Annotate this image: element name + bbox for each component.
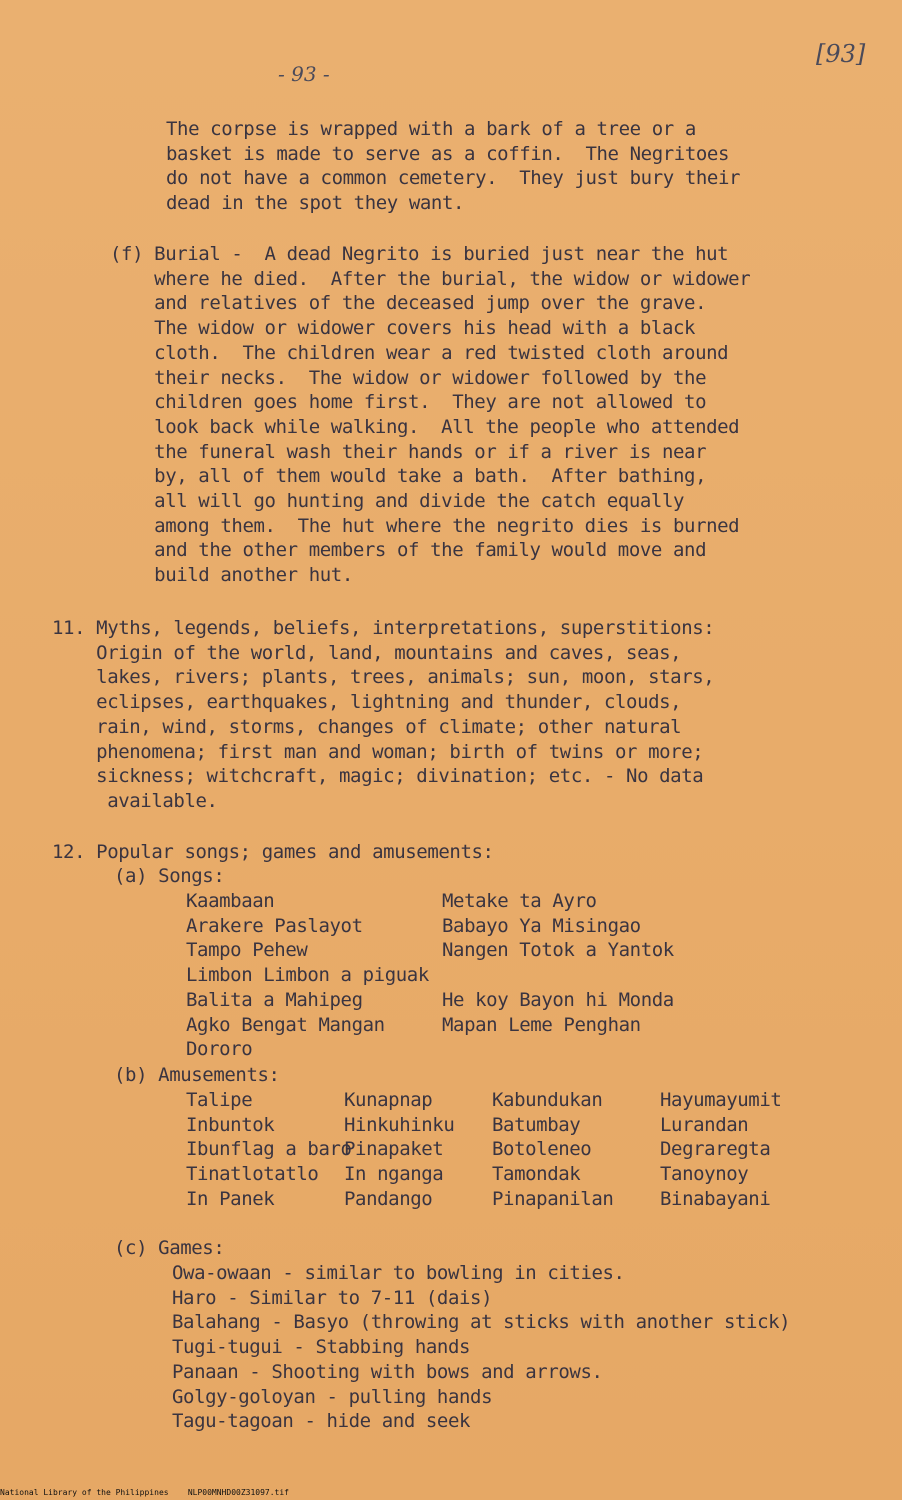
page-number: - 93 -	[278, 62, 330, 86]
amusements-row	[186, 1088, 781, 1113]
burial-paragraph	[110, 242, 750, 588]
amusement: Kunapnap	[344, 1089, 433, 1111]
amusement: Hayumayumit	[660, 1089, 782, 1111]
songs-row	[186, 1013, 674, 1038]
text-line: phenomena; first man and woman; birth of twins or more;	[52, 740, 704, 763]
game-item: Owa-owaan - similar to bowling in cities.	[172, 1262, 625, 1284]
amusements-table	[186, 1088, 781, 1212]
amusement: Lurandan	[660, 1113, 749, 1136]
text-line: look back while walking. All the people who attended	[110, 415, 740, 438]
song-title: Tampo Pehew	[186, 939, 308, 962]
amusement: Pinapanilan	[492, 1187, 614, 1210]
text-line: where he died. After the burial, the widow or widower	[110, 267, 751, 290]
games-label: (c) Games:	[114, 1237, 225, 1259]
songs-row	[186, 1037, 674, 1062]
text-line: the funeral wash their hands or if a river is near	[110, 440, 707, 463]
songs-row	[186, 938, 674, 963]
songs-list	[186, 889, 674, 1062]
song-title: Dororo	[186, 1038, 253, 1061]
text-line: their necks. The widow or widower followed by the	[110, 366, 707, 389]
amusement: Pinapaket	[344, 1138, 444, 1161]
amusements-row	[186, 1113, 781, 1138]
amusement: Hinkuhinku	[344, 1113, 455, 1136]
text-line: do not have a common cemetery. They just bury their	[166, 167, 741, 190]
games-list	[172, 1261, 790, 1434]
amusements-label: (b) Amusements:	[114, 1064, 280, 1086]
text-line: cloth. The children wear a red twisted cloth around	[110, 341, 729, 364]
songs-row	[186, 963, 674, 988]
song-title: Arakere Paslayot	[186, 914, 363, 937]
text-line: available.	[52, 789, 218, 812]
songs-row	[186, 914, 674, 939]
songs-row	[186, 988, 674, 1013]
amusement: Talipe	[186, 1089, 253, 1111]
songs-row	[186, 889, 674, 914]
intro-paragraph	[166, 117, 740, 216]
amusements-row	[186, 1162, 781, 1187]
game-item: Balahang - Basyo (throwing at sticks with another stick)	[172, 1311, 791, 1334]
text-line: lakes, rivers; plants, trees, animals; sun, moon, stars,	[52, 666, 715, 689]
amusement: Inbuntok	[186, 1113, 275, 1136]
archive-footer: National Library of the Philippines NLP00MNHD00Z31097.tif	[0, 1488, 289, 1497]
text-line: build another hut.	[110, 564, 353, 587]
text-line: basket is made to serve as a coffin. The Negritoes	[166, 142, 729, 165]
amusement: Tamondak	[492, 1163, 581, 1186]
text-line: eclipses, earthquakes, lightning and thunder, clouds,	[52, 691, 682, 714]
text-line: The widow or widower covers his head with a black	[110, 317, 696, 340]
amusement: In nganga	[344, 1163, 444, 1186]
amusement: Tanoynoy	[660, 1163, 749, 1186]
text-line: rain, wind, storms, changes of climate; other natural	[52, 715, 682, 738]
text-line: Origin of the world, land, mountains and caves, seas,	[52, 641, 682, 664]
text-line: by, all of them would take a bath. After bathing,	[110, 465, 707, 488]
amusement: Tinatlotatlo	[186, 1163, 319, 1186]
text-line: (f) Burial - A dead Negrito is buried just near the hut	[110, 243, 729, 265]
song-title: Nangen Totok a Yantok	[442, 939, 674, 962]
song-title: Babayo Ya Misingao	[442, 914, 641, 937]
game-item: Tagu-tagoan - hide and seek	[172, 1410, 471, 1433]
song-title: Kaambaan	[186, 890, 275, 912]
amusement: Binabayani	[660, 1187, 771, 1210]
text-line: sickness; witchcraft, magic; divination; etc. - No data	[52, 765, 704, 788]
song-title: Agko Bengat Mangan	[186, 1013, 385, 1036]
text-line: The corpse is wrapped with a bark of a tree or a	[166, 118, 696, 140]
text-line: and the other members of the family would move and	[110, 539, 707, 562]
text-line: dead in the spot they want.	[166, 192, 465, 215]
game-item: Haro - Similar to 7-11 (dais)	[172, 1286, 493, 1309]
amusement: Botoleneo	[492, 1138, 592, 1161]
song-title: Metake ta Ayro	[442, 890, 597, 912]
text-line: and relatives of the deceased jump over the grave.	[110, 292, 707, 315]
text-line: all will go hunting and divide the catch equally	[110, 490, 685, 513]
page-stamp: [93]	[816, 40, 866, 68]
song-title: Mapan Leme Penghan	[442, 1013, 641, 1036]
game-item: Tugi-tugui - Stabbing hands	[172, 1336, 471, 1359]
amusement: In Panek	[186, 1187, 275, 1210]
amusements-row	[186, 1187, 781, 1212]
song-title: Balita a Mahipeg	[186, 988, 363, 1011]
song-title: He koy Bayon hi Monda	[442, 988, 674, 1011]
text-line: 11. Myths, legends, beliefs, interpretations, superstitions:	[52, 617, 715, 639]
amusement: Batumbay	[492, 1113, 581, 1136]
amusement: Degraregta	[660, 1138, 771, 1161]
text-line: children goes home first. They are not allowed to	[110, 391, 707, 414]
amusement: Ibunflag a baro	[186, 1138, 352, 1161]
section-11	[52, 616, 714, 814]
amusement: Pandango	[344, 1187, 433, 1210]
song-title: Limbon Limbon a piguak	[186, 964, 429, 987]
section-12-heading: 12. Popular songs; games and amusements:	[52, 841, 494, 863]
amusements-row	[186, 1137, 781, 1162]
game-item: Panaan - Shooting with bows and arrows.	[172, 1360, 603, 1383]
text-line: among them. The hut where the negrito dies is burned	[110, 514, 740, 537]
game-item: Golgy-goloyan - pulling hands	[172, 1385, 493, 1408]
songs-label: (a) Songs:	[114, 865, 225, 887]
amusement: Kabundukan	[492, 1089, 603, 1111]
